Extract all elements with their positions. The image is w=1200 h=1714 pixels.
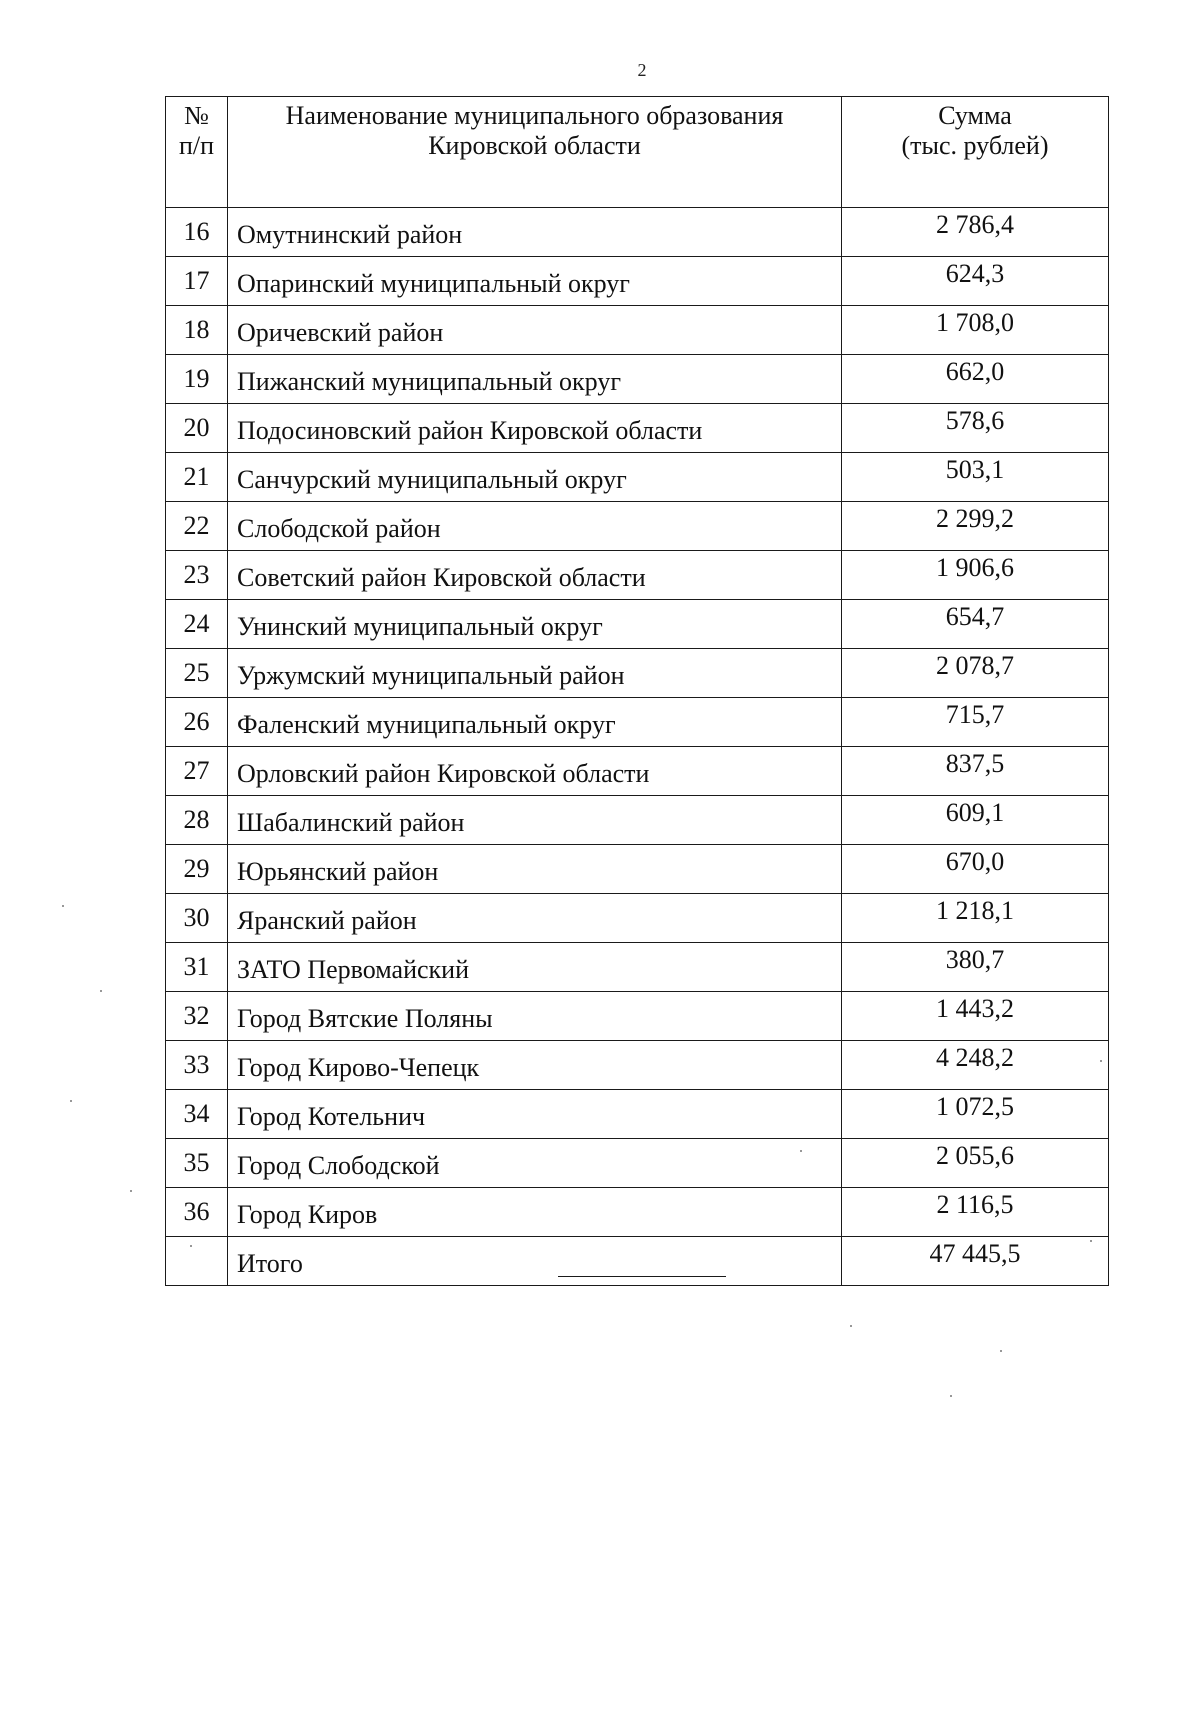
- scan-speck: [100, 990, 102, 992]
- row-municipality: Уржумский муниципальный район: [228, 649, 842, 698]
- row-municipality: Унинский муниципальный округ: [228, 600, 842, 649]
- row-sum: 1 443,2: [842, 992, 1109, 1041]
- header-number: [166, 97, 228, 208]
- table-row: [166, 796, 1109, 845]
- table-row: [166, 1139, 1109, 1188]
- table-row: [166, 992, 1109, 1041]
- row-sum: 4 248,2: [842, 1041, 1109, 1090]
- row-number: 24: [166, 600, 228, 649]
- row-sum: 380,7: [842, 943, 1109, 992]
- row-municipality: Пижанский муниципальный округ: [228, 355, 842, 404]
- scan-speck: [62, 905, 64, 907]
- row-sum: 662,0: [842, 355, 1109, 404]
- table-row: [166, 747, 1109, 796]
- table-row: [166, 1041, 1109, 1090]
- table-row: [166, 600, 1109, 649]
- row-number: 21: [166, 453, 228, 502]
- row-sum: 715,7: [842, 698, 1109, 747]
- row-number: 28: [166, 796, 228, 845]
- row-sum: 503,1: [842, 453, 1109, 502]
- row-sum: 837,5: [842, 747, 1109, 796]
- row-number: 35: [166, 1139, 228, 1188]
- row-number: 29: [166, 845, 228, 894]
- row-number: 32: [166, 992, 228, 1041]
- row-municipality: Подосиновский район Кировской области: [228, 404, 842, 453]
- row-municipality: Город Котельнич: [228, 1090, 842, 1139]
- header-number-line-1: №: [184, 101, 209, 130]
- row-municipality: Оричевский район: [228, 306, 842, 355]
- row-number: 31: [166, 943, 228, 992]
- row-sum: 1 906,6: [842, 551, 1109, 600]
- row-sum: 1 072,5: [842, 1090, 1109, 1139]
- header-municipality: [228, 97, 842, 208]
- row-number: 25: [166, 649, 228, 698]
- header-municipality-line-2: Кировской области: [428, 130, 641, 160]
- row-sum: 2 786,4: [842, 208, 1109, 257]
- row-municipality: Город Слободской: [228, 1139, 842, 1188]
- row-number: 34: [166, 1090, 228, 1139]
- row-number: 19: [166, 355, 228, 404]
- row-number: 30: [166, 894, 228, 943]
- row-sum: 2 116,5: [842, 1188, 1109, 1237]
- row-number: 22: [166, 502, 228, 551]
- row-municipality: Яранский район: [228, 894, 842, 943]
- row-municipality: Юрьянский район: [228, 845, 842, 894]
- row-sum: 2 078,7: [842, 649, 1109, 698]
- table-row: [166, 894, 1109, 943]
- table-row: [166, 649, 1109, 698]
- row-municipality: Орловский район Кировской области: [228, 747, 842, 796]
- scan-speck: [950, 1395, 952, 1397]
- page-number: 2: [637, 60, 647, 80]
- row-sum: 2 299,2: [842, 502, 1109, 551]
- row-municipality: Шабалинский район: [228, 796, 842, 845]
- table-header-row: [166, 97, 1109, 208]
- row-number: 27: [166, 747, 228, 796]
- scan-speck: [190, 1245, 192, 1247]
- row-sum: 654,7: [842, 600, 1109, 649]
- row-municipality: Город Киров: [228, 1188, 842, 1237]
- scan-speck: [1090, 1240, 1092, 1242]
- row-number: 26: [166, 698, 228, 747]
- row-number: 33: [166, 1041, 228, 1090]
- total-sum: 47 445,5: [842, 1237, 1109, 1286]
- row-municipality: Советский район Кировской области: [228, 551, 842, 600]
- row-municipality: Город Кирово-Чепецк: [228, 1041, 842, 1090]
- total-row: [166, 1237, 1109, 1286]
- row-number: 20: [166, 404, 228, 453]
- row-sum: 670,0: [842, 845, 1109, 894]
- table-row: [166, 208, 1109, 257]
- row-municipality: Слободской район: [228, 502, 842, 551]
- row-sum: 2 055,6: [842, 1139, 1109, 1188]
- table-row: [166, 502, 1109, 551]
- table-row: [166, 453, 1109, 502]
- row-municipality: Фаленский муниципальный округ: [228, 698, 842, 747]
- row-sum: 578,6: [842, 404, 1109, 453]
- scan-speck: [800, 1150, 802, 1152]
- closing-line: [558, 1276, 726, 1277]
- row-number: 36: [166, 1188, 228, 1237]
- scan-speck: [1100, 1060, 1102, 1062]
- row-municipality: Омутнинский район: [228, 208, 842, 257]
- row-municipality: Санчурский муниципальный округ: [228, 453, 842, 502]
- row-number: 18: [166, 306, 228, 355]
- table-row: [166, 257, 1109, 306]
- table-row: [166, 355, 1109, 404]
- row-municipality: ЗАТО Первомайский: [228, 943, 842, 992]
- header-sum: [842, 97, 1109, 208]
- scan-speck: [70, 1100, 72, 1102]
- row-sum: 1 218,1: [842, 894, 1109, 943]
- row-number: 17: [166, 257, 228, 306]
- table-row: [166, 1090, 1109, 1139]
- table-row: [166, 1188, 1109, 1237]
- header-number-line-2: п/п: [178, 130, 215, 160]
- total-label: Итого: [228, 1237, 842, 1286]
- scan-speck: [1000, 1350, 1002, 1352]
- row-municipality: Город Вятские Поляны: [228, 992, 842, 1041]
- row-sum: 1 708,0: [842, 306, 1109, 355]
- scan-speck: [850, 1325, 852, 1327]
- table-row: [166, 404, 1109, 453]
- row-number: 16: [166, 208, 228, 257]
- table-row: [166, 845, 1109, 894]
- row-sum: 624,3: [842, 257, 1109, 306]
- table-row: [166, 698, 1109, 747]
- table-row: [166, 306, 1109, 355]
- header-sum-line-1: Сумма: [938, 101, 1012, 130]
- header-municipality-line-1: Наименование муниципального образования: [285, 101, 784, 130]
- row-municipality: Опаринский муниципальный округ: [228, 257, 842, 306]
- row-number: 23: [166, 551, 228, 600]
- scan-speck: [130, 1190, 132, 1192]
- table-row: [166, 551, 1109, 600]
- header-sum-line-2: (тыс. рублей): [901, 130, 1049, 160]
- row-sum: 609,1: [842, 796, 1109, 845]
- allocation-table: [165, 96, 1109, 1286]
- total-number: [166, 1237, 228, 1286]
- table-row: [166, 943, 1109, 992]
